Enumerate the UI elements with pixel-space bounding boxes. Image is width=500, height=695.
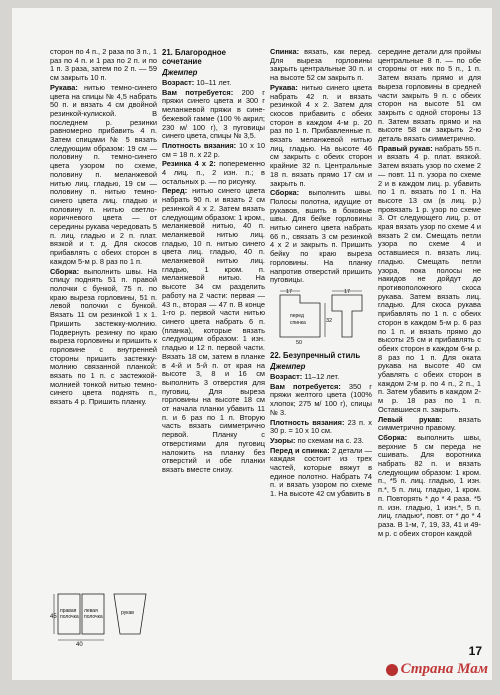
rib-heading: Резинка 4 х 2: — [162, 159, 216, 169]
left-sleeve-paragraph — [378, 416, 481, 433]
age-text: 10–11 лет. — [196, 78, 232, 87]
sleeve-heading: Рукава: — [270, 82, 298, 92]
page-number: 17 — [468, 644, 482, 658]
age-heading: Возраст: — [270, 371, 303, 381]
sleeve-text: нитью синего цвета набрать 42 п. и вязать резинкой 4 х 2. Затем для скосов прибавить с обеих сторон в каждом 4-м р. 20 раз по 1 п. Прибавленные п. вязать меланжевой нитью лиц. гладью. На высоте 46 см закрыть с обеих сторон крайние 32 п. Центральные 18 п. вязать прямо 17 см и закрыть п. — [270, 82, 372, 188]
back-heading: Спинка: — [270, 48, 300, 56]
assembly-text: выполнить швы. Полосы полотна, идущие от рукавов, вшить в боковые швы. Для бейке горловины нитью синего цвета набрать 66 п., связать 3 см резинкой 4 х 2 и закрыть п. Пришить бейку по краю выреза горловины. На планку напротив отверстий пришить пуговицы. — [270, 188, 372, 285]
age-heading: Возраст: — [162, 78, 195, 87]
patterns-text: по схемам на с. 23. — [297, 435, 364, 445]
front-back-paragraph — [270, 447, 372, 499]
sleeve-paragraph — [270, 84, 372, 188]
magazine-page — [12, 8, 492, 680]
age-paragraph — [270, 373, 372, 382]
density-heading: Плотность вязания: — [270, 417, 345, 427]
diagram-dim-bottom: 40 — [76, 642, 83, 648]
schematic-dim-bottom: 50 — [296, 339, 303, 345]
schematic-label-front: перед — [290, 312, 304, 319]
front-text: нитью синего цвета набрать 90 п. и вязать 2 см резинкой 4 х 2. Затем вязать следующим образом: 1 кром., меланжевой нитью, 40 п. меланжевой нитью лиц. гладью, 10 п. нитью синего цвета лиц. гладью, 40 п. меланжевой нитью лиц. гладью, 1 кром. п. меланжевой нитью. На высоте 34 см разделить работу на 2 части: первая — 43 п., вторая — 47 п. В конце 1-го р. первой части нитью синего цвета набрать 6 п. (планка), которые вязать следующим образом: 1 изн. гладью и 12 п. первой части. Вязать 18 см, затем в планке в 4-й и 5-й п. от края на высоте 3, 8 и 16 см выполнить 3 отверстия для пуговиц. Для выреза горловины на высоте 18 см от начала планки убавить 11 п. и 6 раз по 1 п. Вторую часть вязать симметрично первой. Планку с отверстиями для пуговиц наложить на планку без отверстий и обе планки вязать вместе снизу. — [162, 186, 265, 474]
left-sleeve-text: вязать симметрично правому. — [378, 414, 481, 433]
watermark — [386, 661, 488, 678]
assembly-paragraph — [270, 189, 372, 285]
diagram-label-shelf-b: полочка — [84, 614, 103, 620]
front-paragraph — [162, 187, 265, 474]
column-1 — [50, 48, 157, 653]
text-paragraph: середине детали для проймы центральные 8 п. — по обе стороны от них по 5 п., 1 п. Затем вязать прямо и для выреза горловины в средней части закрыть 9 п. с обеих сторон на высоте 51 см закрыть с одной стороны 13 п. Затем вязать прямо и на высоте 58 см закрыть 2-ю деталь вязать симметрично. — [378, 48, 481, 144]
diagram-label-right: правая — [60, 608, 77, 614]
watermark-text: Страна Мам — [400, 661, 488, 677]
right-sleeve-text: набрать 55 п. и вязать 4 р. плат. вязкой. Затем вязать узор по схеме 2 — повт. 11 п. узора по схеме 2 и в каждом лиц. р. убавить по 1 п. вязать по 1 п. На высоте 13 см (в лиц. р.) провязать 1 р. узор по схеме 3. От следующего лиц. р. от края вязать узор по схеме 4 и вязать 2 см. Смещать петли узора по схеме 4 и оставшиеся п. вязать лиц. гладью. Смещать петли узора, пока полосы не накидов не дойдут до противоположного скоса рукава. Затем вязать лиц. гладью. Для скоса рукава прибавлять по 1 п. с обеих сторон в каждом 5-м р. 6 раз по 1 п. и вязать прямо до высоты 25 см и прибавлять с обеих сторон в каждом 6-м р. 8 раз по 1 п. Для оката рукава на высоте 40 см убавлять с обеих сторон в каждом 2-м р. по 4 п., 2 п., 1 п. Затем убавить в каждом 2-м р. 18 раз по 1 п. Оставшиеся п. закрыть. — [378, 143, 481, 414]
front-heading: Перед: — [162, 186, 188, 196]
assembly-heading: Сборка: — [50, 266, 80, 276]
diagram-label-left: левая — [84, 608, 98, 614]
density-paragraph — [162, 142, 265, 159]
right-sleeve-paragraph — [378, 145, 481, 415]
front-back-text: 2 детали — каждая состоит из трех частей, которые вяжут в единое полотно. Набрать 74 п. и вязать узором по схеме 1. На высоте 42 см убавить в — [270, 445, 372, 499]
pattern-title-21: 21. Благородное сочетание — [162, 48, 226, 66]
age-paragraph — [162, 79, 265, 88]
assembly-text: выполнить швы. На спицу поднять 51 п. правой полочки с бункой, 75 п. по краю выреза горловины, 51 п. левой полочки с бункой. Вязать 11 см резинкой 1 х 1. Пришить застежку-молнию. Подвернуть резинку по краю выреза горловины и пришить к горловине с внутренней стороны пришить застежку-молнию связанной планкой: вязать по 1 п. с застежкой-молнией тонкой нитью темно-синего цвета поднять п., вязать 4 р. Пришить планку. — [50, 266, 157, 407]
density-heading: Плотность вязания: — [162, 140, 237, 150]
schematic-label-back: спинка — [290, 319, 306, 326]
assembly-text: выполнить швы, верхние 5 см переда не сшивать. Для воротника набрать 82 п. и вязать следующим образом: 1 кром. п., *5 п. лиц. гладью, 1 изн. п.*, 5 п. лиц. гладью, 1 кром. п. Повторять * до * 4 раза. *5 п. изн. гладью, 1 изн.*, 5 п. лиц. гладью*, повт. от * до * 4 раза. В 1-м, 7, 19, 33, 41 и 49-м р. с обеих сторон каждой — [378, 432, 481, 538]
materials-heading: Вам потребуется: — [270, 381, 341, 391]
diagram-label-shelf-a: полочка — [60, 614, 79, 620]
watermark-logo-icon — [386, 664, 398, 676]
materials-text: 200 г пряжи синего цвета и 300 г меланжевой пряжи в сине-бежевой гамме (100 % акрил; 230 м/ 100 г), 3 пуговицы синего цвета, спицы № 3,5. — [162, 87, 265, 141]
column-2 — [162, 48, 265, 648]
age-text: 11–12 лет. — [304, 371, 340, 381]
right-sleeve-heading: Правый рукав: — [378, 143, 433, 153]
assembly-heading: Сборка: — [270, 188, 300, 198]
diagram-label-sleeve: рукав — [121, 610, 134, 616]
assembly-heading: Сборка: — [378, 432, 408, 442]
density-text: 10 х 10 см = 18 п. х 22 р. — [162, 140, 265, 159]
back-paragraph — [270, 48, 372, 83]
assembly-paragraph — [378, 434, 481, 538]
materials-paragraph — [270, 383, 372, 418]
schematic-dim-side: 32 — [326, 317, 333, 324]
materials-text: 350 г пряжи желтого цвета (100% хлопок; 275 м/ 100 г), спицы № 3. — [270, 381, 372, 417]
pattern-schematic-21 — [50, 588, 157, 648]
schematic-dim-b: 17 — [344, 288, 351, 295]
materials-heading: Вам потребуется: — [162, 87, 234, 97]
pattern-schematic-22 — [270, 289, 372, 345]
density-text: 23 п. х 30 р. = 10 х 10 см. — [270, 417, 372, 436]
schematic-dim-a: 17 — [286, 288, 293, 295]
density-paragraph — [270, 419, 372, 436]
rib-paragraph — [162, 160, 265, 186]
back-text: вязать, как перед. Для выреза горловины закрыть центральные 30 п. и на высоте 52 см закрыть п. — [270, 48, 372, 83]
patterns-paragraph — [270, 437, 372, 446]
pattern-title-22: 22. Безупречный стиль — [270, 350, 361, 360]
pattern-subtitle-21: Джемпер — [162, 68, 198, 77]
sleeve-heading: Рукава: — [50, 82, 78, 92]
diagram-dim-side: 45 — [50, 614, 57, 620]
sleeve-paragraph — [50, 84, 157, 267]
front-back-heading: Перед и спинка: — [270, 445, 330, 455]
left-sleeve-heading: Левый рукав: — [378, 414, 443, 424]
sleeve-text: нитью темно-синего цвета на спицы № 4,5 набрать 50 п. и вязать 4 см двойной резинкой-кулиской. В последнем р. резинки равномерно прибавить 4 п. Затем спицами № 5 вязать следующим образом: 19 см — половину п. темно-синего цвета узором по схеме, половину п. меланжевой нитью лиц. гладью, 19 см — половину п. нитью темно-синего цвета лиц. гладью и половину п. нитью светло-коричневого цвета — от середины рукава чередовать 5 п. лиц. гладью и 2 п. плат. вязкой и т. д. Для скосов прибавлять с обеих сторон в каждом 5-м р. 8 раз по 1 п. — [50, 82, 157, 266]
pattern-subtitle-22: Джемпер — [270, 361, 306, 371]
materials-paragraph — [162, 89, 265, 141]
assembly-paragraph — [50, 268, 157, 407]
patterns-heading: Узоры: — [270, 435, 296, 445]
text-paragraph: сторон по 4 п., 2 раза по 3 п., 1 раз по 4 п. и 1 раз по 2 п. и по 1 п. 3 раза, затем по 2 п. — 59 см закрыть 10 п. — [50, 48, 157, 83]
rib-text: попеременно 4 лиц. п., 2 изн. п.; в остальных р. — по рисунку. — [162, 159, 265, 186]
column-3 — [270, 48, 372, 648]
column-4 — [378, 48, 481, 648]
